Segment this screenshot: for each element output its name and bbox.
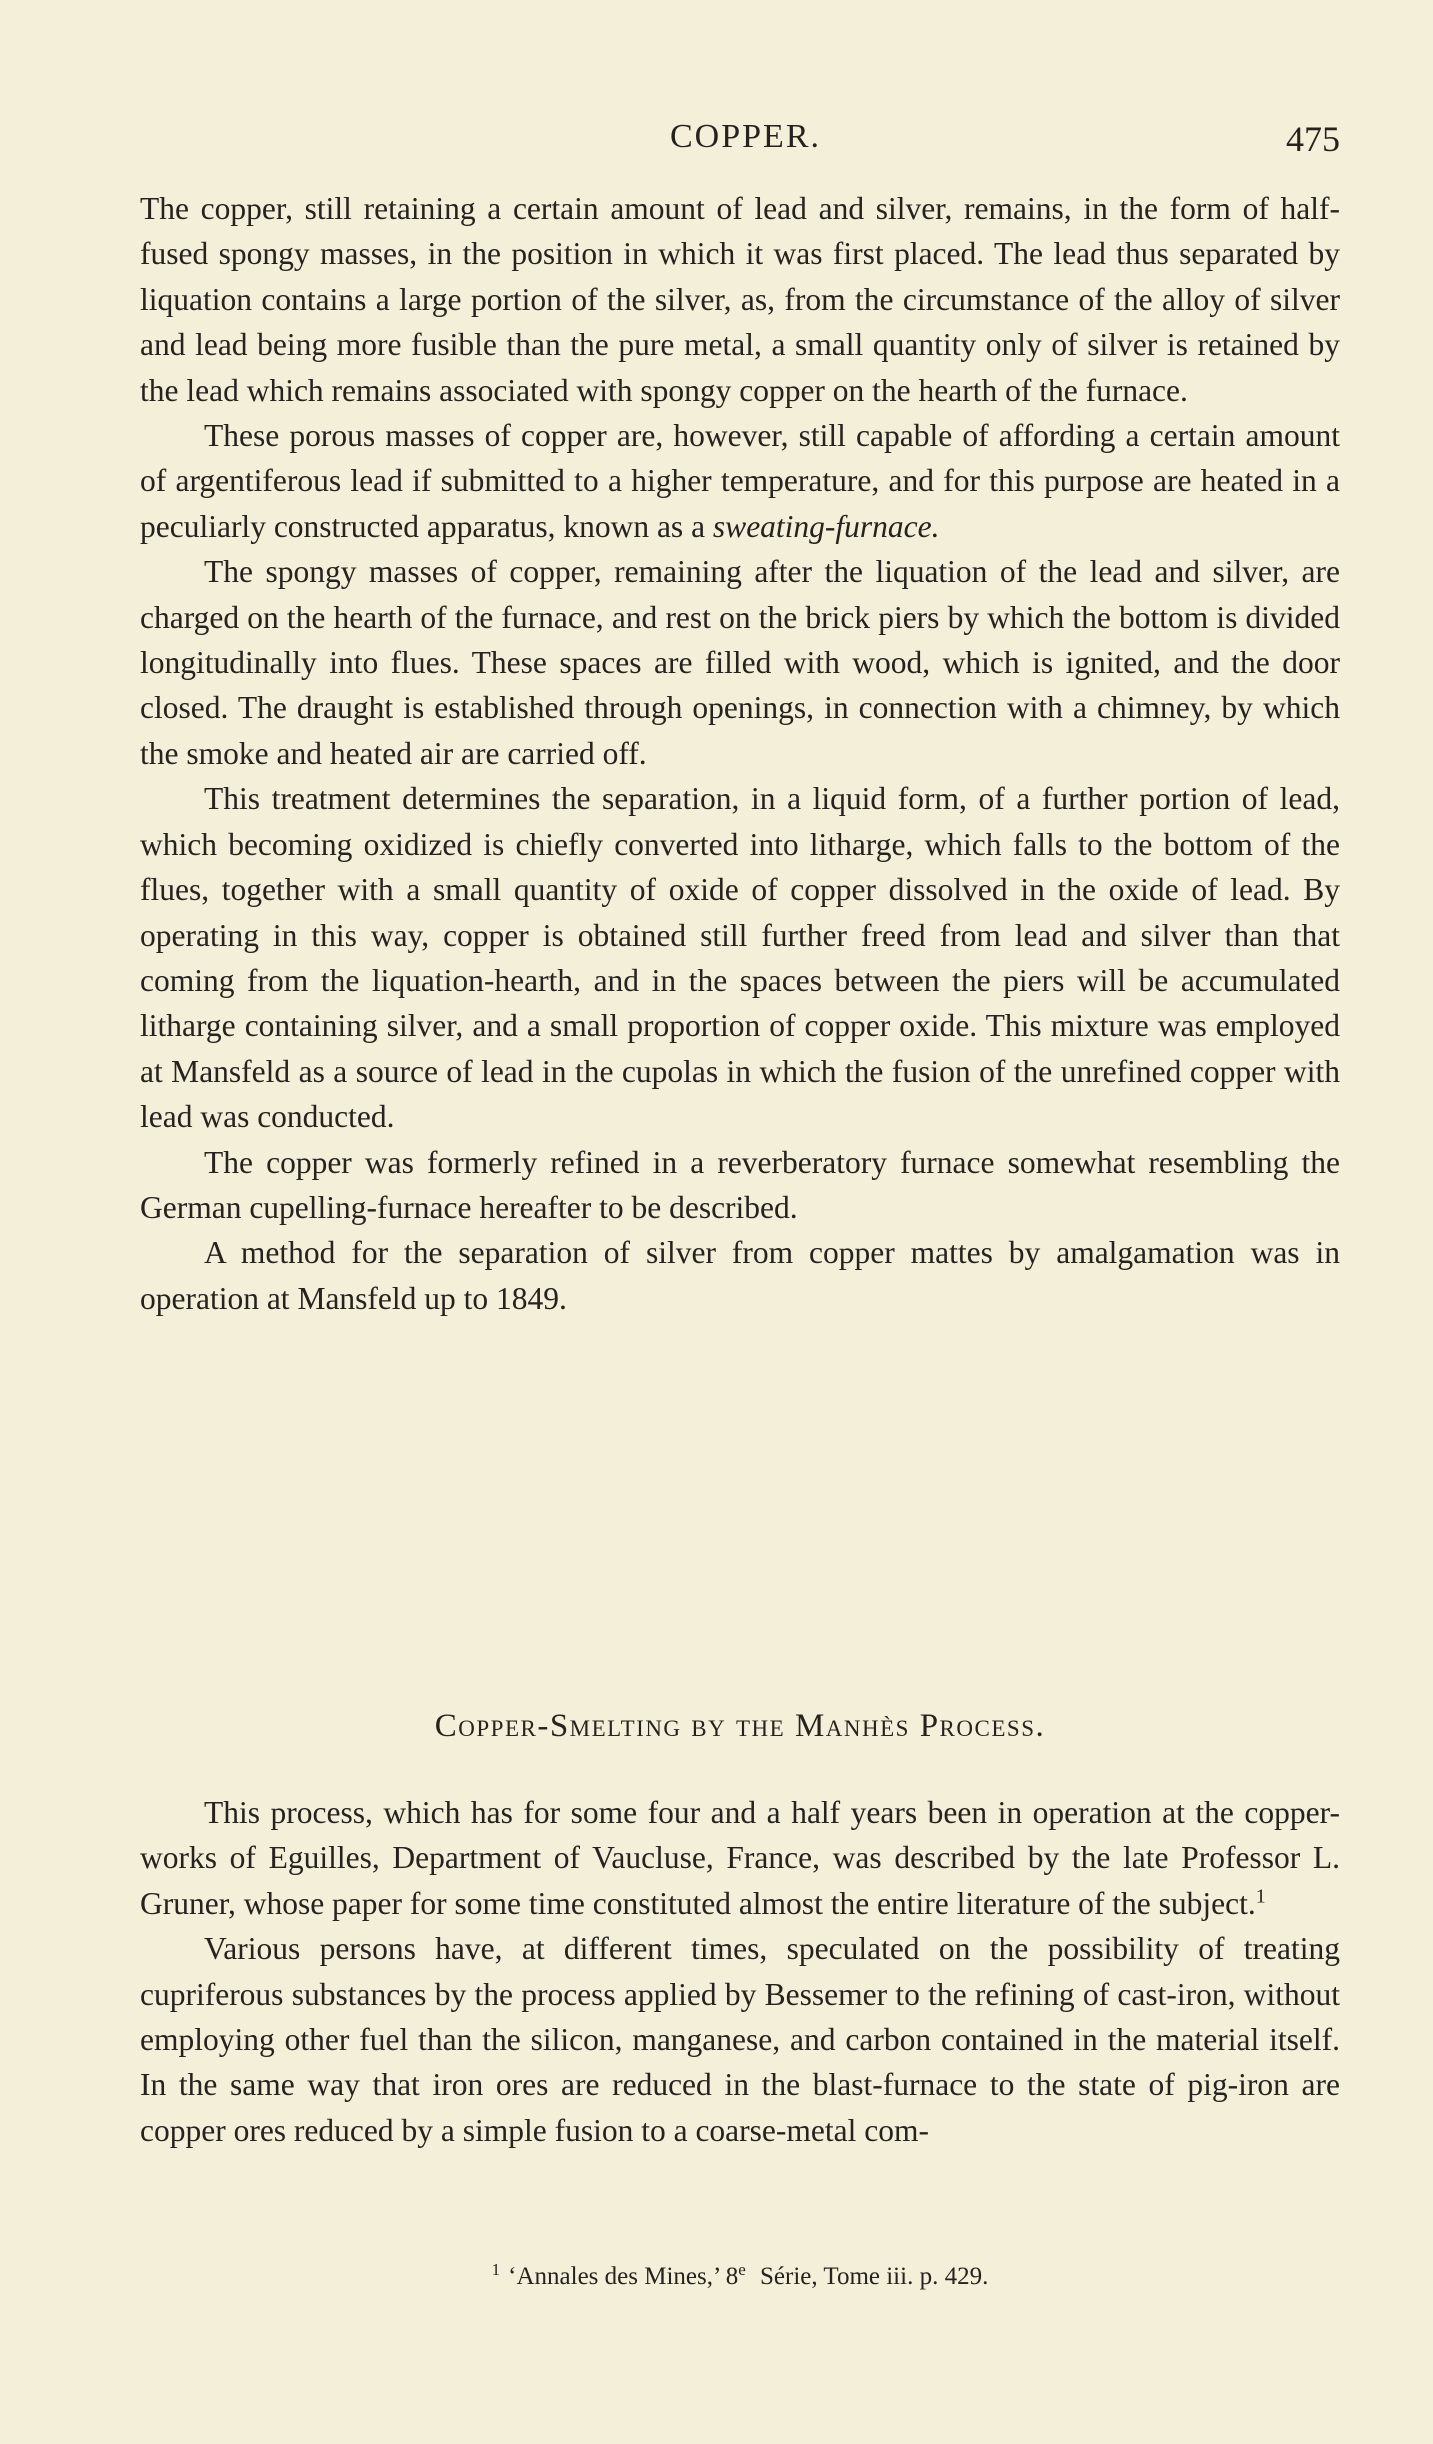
paragraph: Various persons have, at different times, speculated on the possibility of treating cupriferous substances by the process applied by Bessemer to the refining of cast-iron, without employing other fuel than the silicon, manganese, and carbon contained in the material itself. In the same way that iron ores are reduced in the blast-furnace to the state of pig-iron are copper ores reduced by a simple fusion to a coarse-metal com-: [140, 1931, 1340, 2148]
footnote-marker: 1: [491, 2259, 501, 2279]
paragraph: This treatment determines the separation, in a liquid form, of a further portion of lead, which becoming oxidized is chiefly converted into litharge, which falls to the bottom of the flues, together with a small quantity of oxide of copper dissolved in the oxide of lead. By operating in this way, copper is obtained still further freed from lead and silver than that coming from the liquation-hearth, and in the spaces between the piers will be accumulated litharge containing silver, and a small proportion of copper oxide. This mixture was employed at Mansfeld as a source of lead in the cupolas in which the fusion of the unrefined copper with lead was conducted.: [140, 781, 1340, 1135]
paragraph-text: This process, which has for some four and a half years been in operation at the copper-works of Eguilles, Department of Vaucluse, France, was described by the late Professor L. Gruner, whose paper for some time constituted almost the entire literature of the subject.: [140, 1795, 1340, 1921]
paragraph: [140, 1790, 1340, 1926]
italic-term: sweating-furnace.: [712, 508, 940, 544]
paragraph: A method for the separation of silver from copper mattes by amalgamation was in operation at Mansfeld up to 1849.: [140, 1235, 1340, 1316]
paragraph: [140, 413, 1340, 549]
paragraph: The copper was formerly refined in a reverberatory furnace somewhat resembling the German cupelling-furnace hereafter to be described.: [140, 1144, 1340, 1225]
section-heading: Copper-Smelting by the Manhès Process.: [434, 1708, 1046, 1744]
running-head: [140, 118, 1340, 158]
footnote-superscript: e: [738, 2259, 746, 2279]
body-text-block: [140, 186, 1340, 1321]
footnote-reference: 1: [1255, 1885, 1266, 1908]
footnote: [140, 2259, 1340, 2291]
section-body: [140, 1790, 1340, 2153]
footnote-text: ‘Annales des Mines,’ 8: [508, 2263, 739, 2290]
paragraph-text: These porous masses of copper are, however, still capable of affording a certain amount of argentiferous lead if submitted to a higher temperature, and for this purpose are heated in a peculiarly constructed apparatus, known as a: [140, 418, 1340, 544]
paragraph: The copper, still retaining a certain amount of lead and silver, remains, in the form of half-fused spongy masses, in the position in which it was first placed. The lead thus separated by liquation contains a large portion of the silver, as, from the circumstance of the alloy of silver and lead being more fusible than the pure metal, a small quantity only of silver is retained by the lead which remains associated with spongy copper on the hearth of the furnace.: [140, 191, 1340, 408]
page-number: 475: [1286, 119, 1340, 159]
paragraph: The spongy masses of copper, remaining after the liquation of the lead and silver, are charged on the hearth of the furnace, and rest on the brick piers by which the bottom is divided longitudinally into flues. These spaces are filled with wood, which is ignited, and the door closed. The draught is established through openings, in connection with a chimney, by which the smoke and heated air are carried off.: [140, 554, 1340, 771]
footnote-text: Série, Tome iii. p. 429.: [753, 2263, 989, 2290]
running-title: COPPER.: [670, 118, 821, 155]
